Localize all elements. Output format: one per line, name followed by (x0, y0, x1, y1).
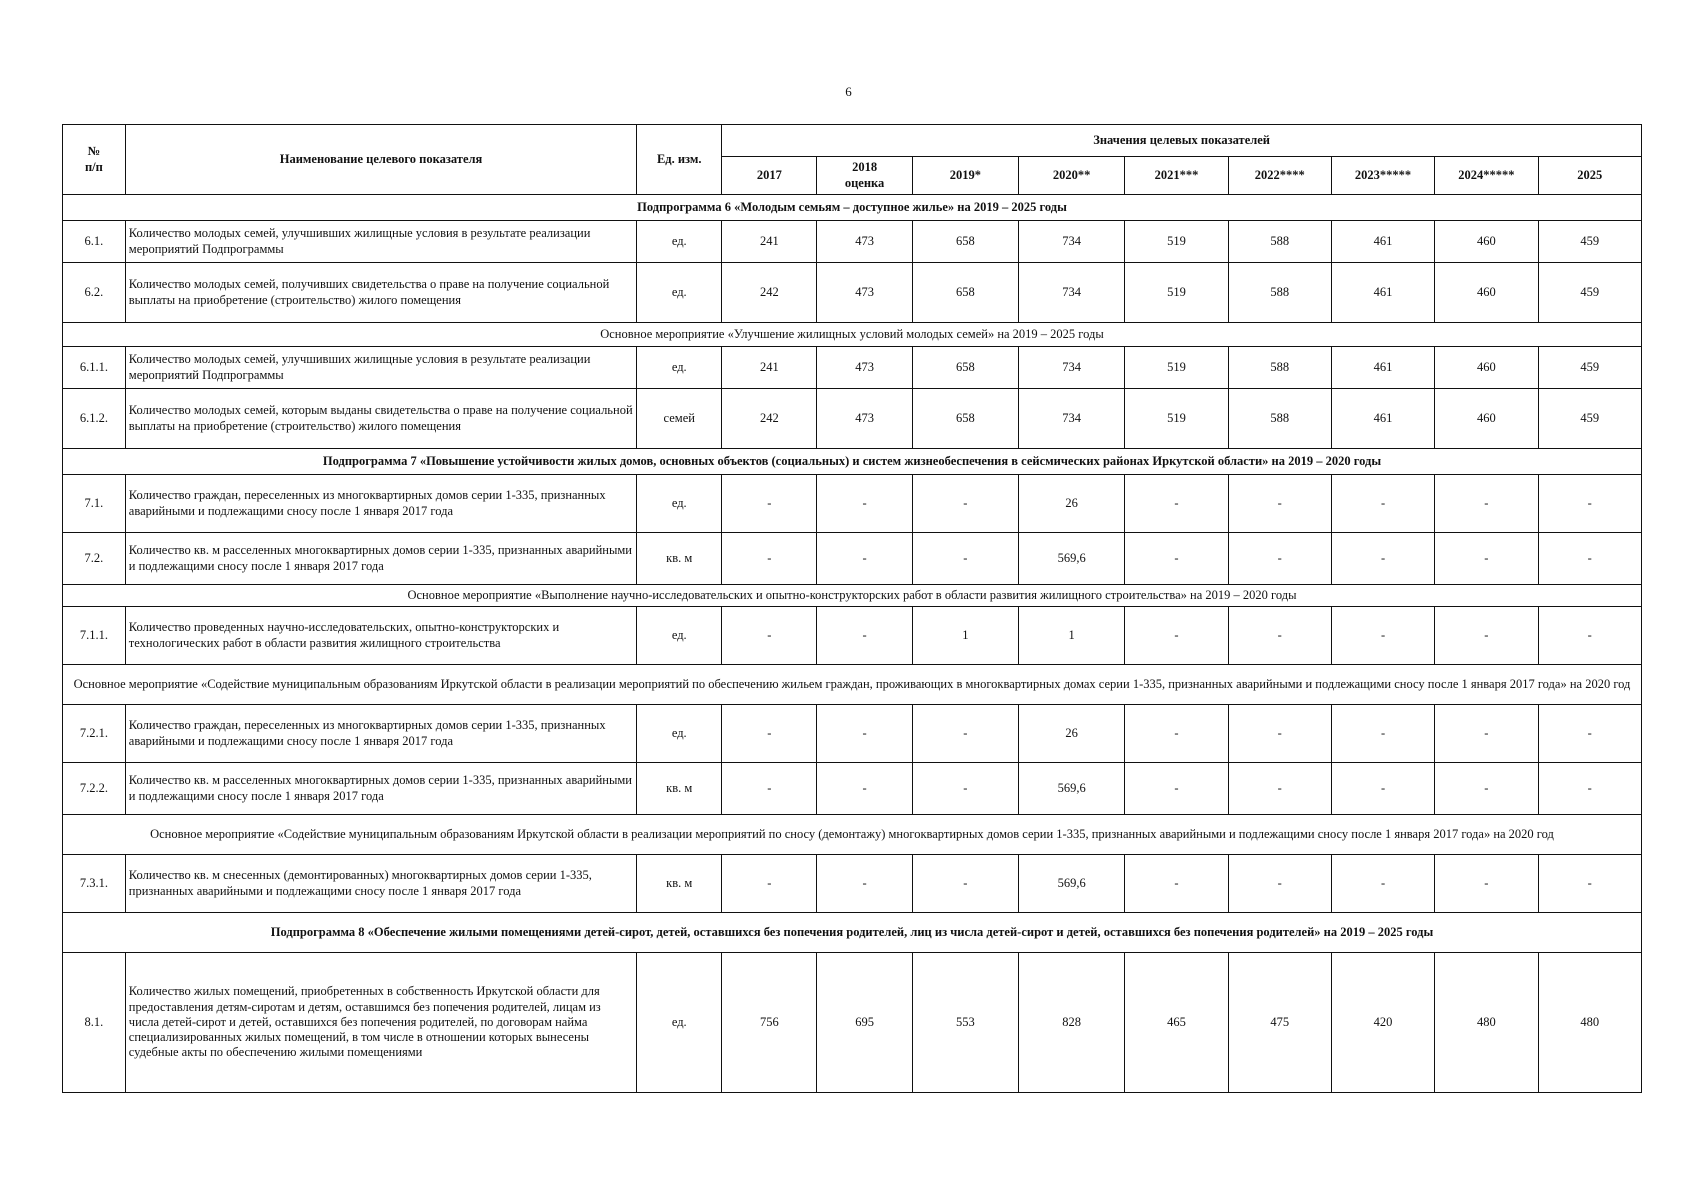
value-cell: - (1435, 855, 1538, 913)
value-cell: - (912, 475, 1018, 533)
value-cell: - (1538, 855, 1642, 913)
header-year: 2022**** (1228, 157, 1331, 195)
unit-cell: ед. (637, 607, 722, 665)
unit-cell: ед. (637, 347, 722, 389)
value-cell: - (1125, 533, 1228, 585)
value-cell: - (1228, 533, 1331, 585)
value-cell: 459 (1538, 389, 1642, 449)
indicator-name: Количество кв. м расселенных многоквартирных домов серии 1-335, признанных аварийными и подлежащими сносу после 1 января 2017 года (125, 763, 636, 815)
header-values-group: Значения целевых показателей (722, 125, 1642, 157)
table-row (63, 347, 1642, 389)
header-unit: Ед. изм. (637, 125, 722, 195)
value-cell: 658 (912, 221, 1018, 263)
table-row (63, 389, 1642, 449)
value-cell: 461 (1331, 389, 1434, 449)
subsection-title: Основное мероприятие «Выполнение научно-исследовательских и опытно-конструкторских работ в области развития жилищного строительства» на 2019 – 2020 годы (63, 585, 1642, 607)
value-cell: - (1228, 705, 1331, 763)
value-cell: - (912, 763, 1018, 815)
target-indicators-table (62, 124, 1642, 1093)
value-cell: - (1538, 763, 1642, 815)
row-number: 7.2.1. (63, 705, 126, 763)
indicator-name: Количество кв. м расселенных многоквартирных домов серии 1-335, признанных аварийными и подлежащими сносу после 1 января 2017 года (125, 533, 636, 585)
value-cell: 475 (1228, 953, 1331, 1093)
unit-cell: семей (637, 389, 722, 449)
value-cell: - (1125, 705, 1228, 763)
value-cell: 460 (1435, 389, 1538, 449)
value-cell: 519 (1125, 263, 1228, 323)
value-cell: - (722, 475, 817, 533)
value-cell: 473 (817, 263, 912, 323)
header-year: 2024***** (1435, 157, 1538, 195)
row-number: 7.3.1. (63, 855, 126, 913)
section-header-row (63, 195, 1642, 221)
value-cell: - (1538, 607, 1642, 665)
value-cell: 828 (1018, 953, 1124, 1093)
table-row (63, 705, 1642, 763)
value-cell: 734 (1018, 389, 1124, 449)
value-cell: - (1538, 475, 1642, 533)
indicator-name: Количество молодых семей, получивших свидетельства о праве на получение социальной выплаты на приобретение (строительство) жилого помещения (125, 263, 636, 323)
header-name: Наименование целевого показателя (125, 125, 636, 195)
row-number: 7.1. (63, 475, 126, 533)
value-cell: 588 (1228, 263, 1331, 323)
subsection-header-row (63, 585, 1642, 607)
header-year: 2025 (1538, 157, 1642, 195)
header-year: 2020** (1018, 157, 1124, 195)
table-row (63, 607, 1642, 665)
indicator-name: Количество граждан, переселенных из многоквартирных домов серии 1-335, признанных аварийными и подлежащими сносу после 1 января 2017 года (125, 475, 636, 533)
value-cell: 519 (1125, 389, 1228, 449)
value-cell: 569,6 (1018, 533, 1124, 585)
value-cell: 588 (1228, 389, 1331, 449)
value-cell: 241 (722, 347, 817, 389)
subsection-header-row (63, 665, 1642, 705)
indicator-name: Количество жилых помещений, приобретенных в собственность Иркутской области для предоставления детям-сиротам и детям, оставшимся без попечения родителей, лицам из числа детей-сирот и детей, оставшихся без попечения родителей, по договорам найма специализированных жилых помещений, в том числе в отношении которых вынесены судебные акты по обеспечению жилыми помещениями (125, 953, 636, 1093)
value-cell: 734 (1018, 263, 1124, 323)
value-cell: 569,6 (1018, 855, 1124, 913)
unit-cell: ед. (637, 705, 722, 763)
table-row (63, 533, 1642, 585)
value-cell: - (1125, 475, 1228, 533)
value-cell: - (722, 705, 817, 763)
value-cell: 461 (1331, 347, 1434, 389)
value-cell: - (1125, 763, 1228, 815)
header-year: 2021*** (1125, 157, 1228, 195)
section-title: Подпрограмма 8 «Обеспечение жилыми помещениями детей-сирот, детей, оставшихся без попечения родителей, лиц из числа детей-сирот и детей, оставшихся без попечения родителей» на 2019 – 2025 годы (63, 913, 1642, 953)
value-cell: 420 (1331, 953, 1434, 1093)
value-cell: 242 (722, 389, 817, 449)
value-cell: 460 (1435, 221, 1538, 263)
value-cell: 459 (1538, 347, 1642, 389)
value-cell: 569,6 (1018, 763, 1124, 815)
value-cell: 756 (722, 953, 817, 1093)
table-row (63, 953, 1642, 1093)
value-cell: - (912, 705, 1018, 763)
indicator-name: Количество проведенных научно-исследовательских, опытно-конструкторских и технологических работ в области развития жилищного строительства (125, 607, 636, 665)
value-cell: - (1538, 705, 1642, 763)
value-cell: - (912, 533, 1018, 585)
subsection-title: Основное мероприятие «Улучшение жилищных условий молодых семей» на 2019 – 2025 годы (63, 323, 1642, 347)
section-title: Подпрограмма 7 «Повышение устойчивости жилых домов, основных объектов (социальных) и систем жизнеобеспечения в сейсмических районах Иркутской области» на 2019 – 2020 годы (63, 449, 1642, 475)
value-cell: - (1125, 855, 1228, 913)
row-number: 8.1. (63, 953, 126, 1093)
value-cell: - (1228, 607, 1331, 665)
header-year: 2019* (912, 157, 1018, 195)
value-cell: 461 (1331, 221, 1434, 263)
value-cell: - (817, 475, 912, 533)
value-cell: 460 (1435, 263, 1538, 323)
unit-cell: кв. м (637, 855, 722, 913)
value-cell: - (1331, 855, 1434, 913)
value-cell: - (1435, 533, 1538, 585)
value-cell: - (722, 855, 817, 913)
value-cell: 480 (1435, 953, 1538, 1093)
row-number: 6.1. (63, 221, 126, 263)
value-cell: - (1538, 533, 1642, 585)
section-title: Подпрограмма 6 «Молодым семьям – доступное жилье» на 2019 – 2025 годы (63, 195, 1642, 221)
header-num: № п/п (63, 125, 126, 195)
value-cell: - (1331, 607, 1434, 665)
value-cell: - (722, 607, 817, 665)
value-cell: - (1125, 607, 1228, 665)
value-cell: 459 (1538, 263, 1642, 323)
section-header-row (63, 913, 1642, 953)
value-cell: 465 (1125, 953, 1228, 1093)
value-cell: - (817, 533, 912, 585)
indicator-name: Количество кв. м снесенных (демонтированных) многоквартирных домов серии 1-335, признанных аварийными и подлежащими сносу после 1 января 2017 года (125, 855, 636, 913)
value-cell: - (1435, 763, 1538, 815)
section-header-row (63, 449, 1642, 475)
indicator-name: Количество молодых семей, улучшивших жилищные условия в результате реализации мероприятий Подпрограммы (125, 347, 636, 389)
value-cell: 1 (1018, 607, 1124, 665)
table-row (63, 221, 1642, 263)
value-cell: - (1228, 475, 1331, 533)
table-row (63, 475, 1642, 533)
value-cell: 658 (912, 263, 1018, 323)
unit-cell: кв. м (637, 533, 722, 585)
value-cell: 519 (1125, 347, 1228, 389)
value-cell: 588 (1228, 347, 1331, 389)
value-cell: 695 (817, 953, 912, 1093)
value-cell: 480 (1538, 953, 1642, 1093)
subsection-header-row (63, 815, 1642, 855)
row-number: 6.1.1. (63, 347, 126, 389)
value-cell: - (1228, 855, 1331, 913)
value-cell: 588 (1228, 221, 1331, 263)
value-cell: 460 (1435, 347, 1538, 389)
value-cell: - (817, 607, 912, 665)
row-number: 7.1.1. (63, 607, 126, 665)
row-number: 7.2.2. (63, 763, 126, 815)
value-cell: - (817, 705, 912, 763)
value-cell: 26 (1018, 475, 1124, 533)
value-cell: - (1331, 705, 1434, 763)
header-year: 2018 оценка (817, 157, 912, 195)
value-cell: 473 (817, 347, 912, 389)
value-cell: 242 (722, 263, 817, 323)
row-number: 6.1.2. (63, 389, 126, 449)
value-cell: - (1331, 763, 1434, 815)
value-cell: - (912, 855, 1018, 913)
value-cell: - (722, 533, 817, 585)
subsection-title: Основное мероприятие «Содействие муниципальным образованиям Иркутской области в реализации мероприятий по обеспечению жильем граждан, проживающих в многоквартирных домах серии 1-335, признанных аварийными и подлежащими сносу после 1 января 2017 года» на 2020 год (63, 665, 1642, 705)
row-number: 6.2. (63, 263, 126, 323)
value-cell: 241 (722, 221, 817, 263)
indicator-name: Количество молодых семей, которым выданы свидетельства о праве на получение социальной выплаты на приобретение (строительство) жилого помещения (125, 389, 636, 449)
value-cell: - (1228, 763, 1331, 815)
value-cell: 553 (912, 953, 1018, 1093)
unit-cell: ед. (637, 263, 722, 323)
page-number: 6 (845, 84, 852, 99)
value-cell: 459 (1538, 221, 1642, 263)
table-header (63, 125, 1642, 195)
value-cell: - (1331, 533, 1434, 585)
table-row (63, 263, 1642, 323)
value-cell: - (1435, 475, 1538, 533)
table-row (63, 763, 1642, 815)
subsection-header-row (63, 323, 1642, 347)
value-cell: - (1435, 607, 1538, 665)
unit-cell: кв. м (637, 763, 722, 815)
unit-cell: ед. (637, 953, 722, 1093)
unit-cell: ед. (637, 475, 722, 533)
value-cell: 473 (817, 389, 912, 449)
value-cell: 473 (817, 221, 912, 263)
value-cell: 734 (1018, 347, 1124, 389)
value-cell: 461 (1331, 263, 1434, 323)
value-cell: 26 (1018, 705, 1124, 763)
indicator-name: Количество молодых семей, улучшивших жилищные условия в результате реализации мероприятий Подпрограммы (125, 221, 636, 263)
value-cell: 658 (912, 347, 1018, 389)
indicator-name: Количество граждан, переселенных из многоквартирных домов серии 1-335, признанных аварийными и подлежащими сносу после 1 января 2017 года (125, 705, 636, 763)
value-cell: 519 (1125, 221, 1228, 263)
value-cell: - (817, 855, 912, 913)
value-cell: - (817, 763, 912, 815)
header-year: 2017 (722, 157, 817, 195)
value-cell: 658 (912, 389, 1018, 449)
unit-cell: ед. (637, 221, 722, 263)
value-cell: 734 (1018, 221, 1124, 263)
table-body (63, 195, 1642, 1093)
value-cell: 1 (912, 607, 1018, 665)
value-cell: - (1331, 475, 1434, 533)
table-row (63, 855, 1642, 913)
subsection-title: Основное мероприятие «Содействие муниципальным образованиям Иркутской области в реализации мероприятий по сносу (демонтажу) многоквартирных домов серии 1-335, признанных аварийными и подлежащими сносу после 1 января 2017 года» на 2020 год (63, 815, 1642, 855)
row-number: 7.2. (63, 533, 126, 585)
header-year: 2023***** (1331, 157, 1434, 195)
value-cell: - (1435, 705, 1538, 763)
value-cell: - (722, 763, 817, 815)
